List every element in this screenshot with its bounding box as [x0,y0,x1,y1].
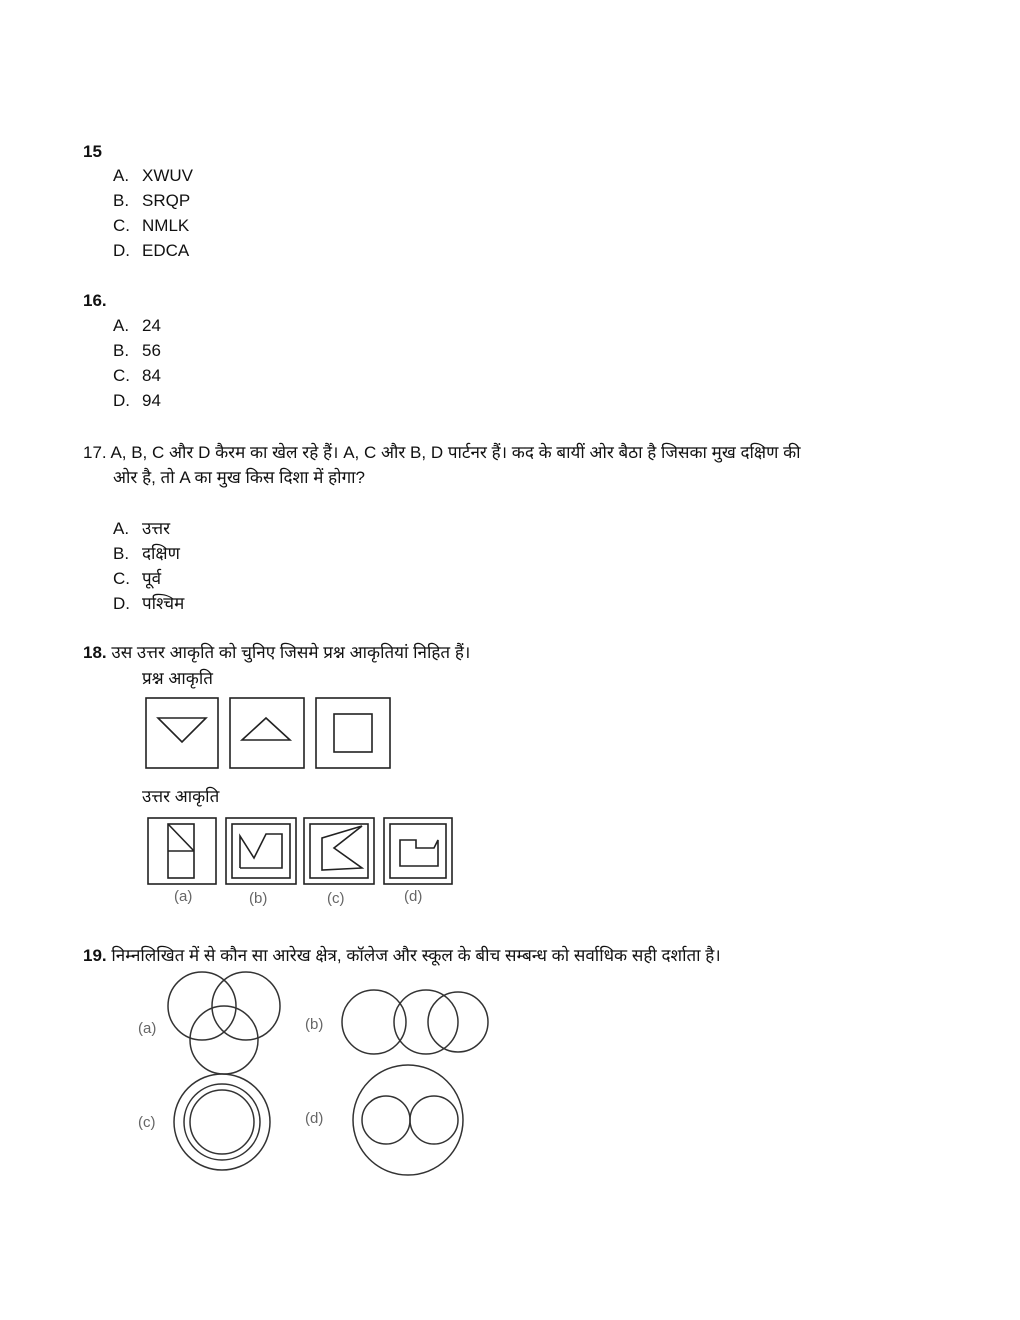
question-15-option-c[interactable] [113,216,189,236]
question-18-text [83,640,470,665]
venn-label-a: (a) [138,1020,157,1037]
option-text: उत्तर [142,519,171,538]
option-label: D. [113,391,130,410]
option-label: C. [113,216,130,235]
option-text: 24 [142,316,161,335]
option-label: B. [113,544,130,563]
venn-diagram-d[interactable] [353,1065,463,1175]
question-18-number: 18. [83,643,107,662]
option-text: 84 [142,366,161,385]
question-figure-2-box [230,698,304,768]
question-17-option-d[interactable] [113,591,184,614]
question-15-option-d[interactable] [113,241,189,261]
question-17-option-c[interactable] [113,566,161,589]
question-figure-3-square [334,714,372,752]
question-18-stem: उस उत्तर आकृति को चुनिए जिसमे प्रश्न आकृतियां निहित हैं। [111,643,471,662]
question-figure-1-inverted-triangle [158,718,206,742]
option-text: 56 [142,341,161,360]
venn-label-b: (b) [305,1016,324,1033]
option-label: A. [113,166,130,185]
answer-figures-label: उत्तर आकृति [142,787,220,806]
option-text: दक्षिण [142,544,180,563]
question-17-text [83,440,943,465]
question-figures-label: प्रश्न आकृति [142,669,213,688]
option-label: C. [113,569,130,588]
answer-figure-a[interactable] [148,818,216,884]
answer-figure-b[interactable] [226,818,296,884]
answer-figure-c[interactable] [304,818,374,884]
option-text: 94 [142,391,161,410]
question-16-option-c[interactable] [113,366,161,386]
question-16-option-d[interactable] [113,391,161,411]
answer-label-d: (d) [404,888,423,905]
option-text: पश्चिम [142,594,185,613]
question-15-number: 15 [83,142,102,161]
question-figures [140,694,400,774]
answer-label-b: (b) [249,890,268,907]
option-label: D. [113,241,130,260]
venn-label-c: (c) [138,1114,156,1131]
option-label: C. [113,366,130,385]
option-text: EDCA [142,241,190,260]
venn-diagram-a[interactable] [168,972,280,1074]
answer-label-c: (c) [327,890,345,907]
option-label: B. [113,341,130,360]
option-text: NMLK [142,216,190,235]
question-17-number: 17. [83,443,107,462]
question-16-option-b[interactable] [113,341,161,361]
question-figure-3-box [316,698,390,768]
question-16-option-a[interactable] [113,316,161,336]
question-19-number: 19. [83,946,107,965]
option-label: A. [113,519,130,538]
question-19-text [83,943,943,968]
venn-diagrams[interactable] [160,968,500,1183]
question-17-option-a[interactable] [113,516,170,539]
venn-diagram-c[interactable] [174,1074,270,1170]
answer-figures[interactable] [144,814,464,886]
option-label: B. [113,191,130,210]
option-text: SRQP [142,191,191,210]
question-figure-2-triangle [242,718,290,740]
venn-label-d: (d) [305,1110,324,1127]
question-figure-1-box [146,698,218,768]
answer-figure-d[interactable] [384,818,452,884]
question-19-stem: निम्नलिखित में से कौन सा आरेख क्षेत्र, कॉलेज और स्कूल के बीच सम्बन्ध को सर्वाधिक सही दर्शाता है। [111,946,721,965]
option-text: XWUV [142,166,193,185]
question-15-option-b[interactable] [113,191,190,211]
option-label: D. [113,594,130,613]
answer-label-a: (a) [174,888,193,905]
question-17-text-line1: A, B, C और D कैरम का खेल रहे हैं। A, C और B, D पार्टनर हैं। कद के बायीं ओर बैठा है जिसका मुख दक्षिण की [110,443,801,462]
question-17-option-b[interactable] [113,541,180,564]
venn-diagram-b[interactable] [342,990,488,1054]
question-15-option-a[interactable] [113,166,193,186]
question-16-number: 16. [83,291,107,310]
option-text: पूर्व [142,569,162,588]
question-17-text-line2: ओर है, तो A का मुख किस दिशा में होगा? [113,468,365,487]
option-label: A. [113,316,130,335]
